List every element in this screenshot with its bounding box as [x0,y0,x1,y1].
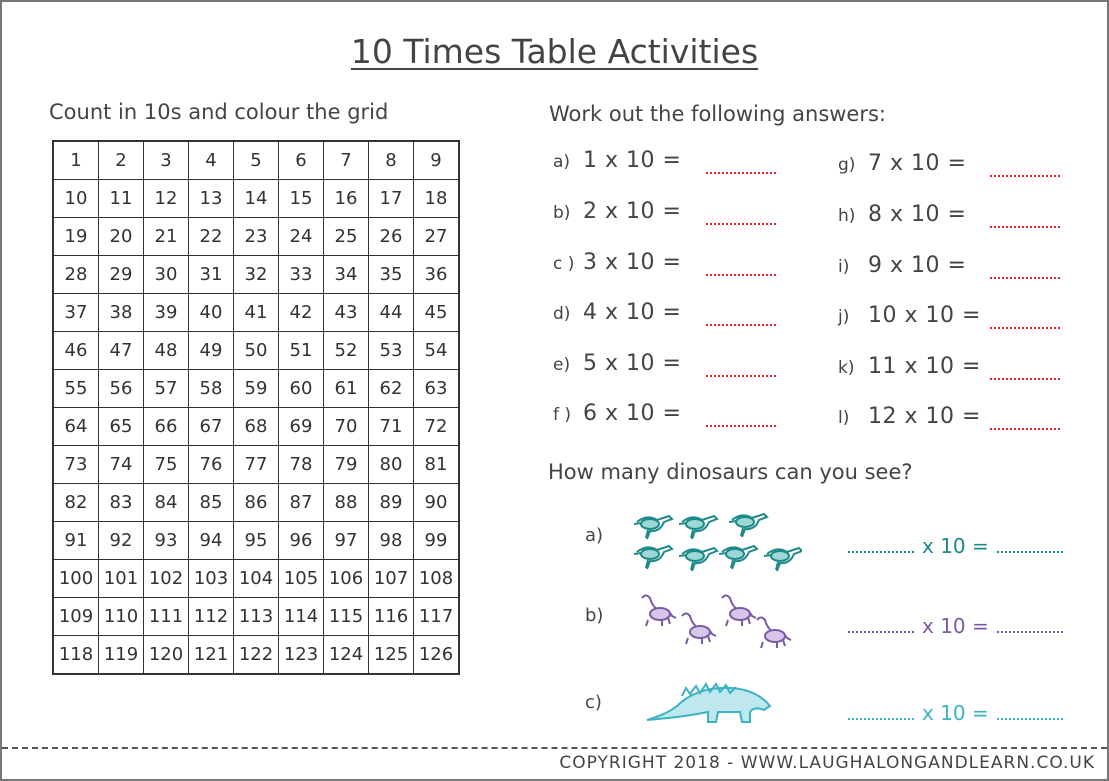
grid-row [53,522,459,560]
grid-cell[interactable]: 82 [53,484,99,522]
grid-cell[interactable]: 29 [99,256,144,294]
dino-row-c-equation: x 10 = [840,701,1071,725]
grid-cell[interactable]: 78 [279,446,324,484]
grid-cell[interactable]: 97 [324,522,369,560]
grid-cell[interactable]: 101 [99,560,144,598]
answer-blank[interactable] [990,175,1060,177]
grid-row [53,370,459,408]
grid-cell[interactable]: 17 [369,180,414,218]
question-expression: 4 x 10 = [583,300,682,325]
answer-blank[interactable] [848,718,914,720]
question-item [838,253,966,278]
answer-blank[interactable] [990,428,1060,430]
grid-cell[interactable]: 21 [144,218,189,256]
grid-cell[interactable]: 43 [324,294,369,332]
grid-cell[interactable]: 81 [414,446,460,484]
grid-row [53,560,459,598]
grid-cell[interactable]: 47 [99,332,144,370]
grid-cell[interactable]: 123 [279,636,324,675]
grid-cell[interactable]: 36 [414,256,460,294]
answer-blank[interactable] [997,631,1063,633]
grid-cell[interactable]: 35 [369,256,414,294]
answer-blank[interactable] [706,274,776,276]
grid-cell[interactable]: 116 [369,598,414,636]
grid-cell[interactable]: 8 [369,141,414,180]
answer-blank[interactable] [848,631,914,633]
question-expression: 11 x 10 = [868,354,981,379]
grid-row [53,218,459,256]
grid-cell[interactable]: 72 [414,408,460,446]
grid-cell[interactable]: 94 [189,522,234,560]
grid-cell[interactable]: 25 [324,218,369,256]
grid-row [53,294,459,332]
question-letter: f ) [553,405,572,425]
grid-cell[interactable]: 11 [99,180,144,218]
grid-cell[interactable]: 56 [99,370,144,408]
grid-row [53,141,459,180]
grid-cell[interactable]: 74 [99,446,144,484]
grid-cell[interactable]: 1 [53,141,99,180]
grid-cell[interactable]: 44 [369,294,414,332]
question-item [553,148,681,173]
question-expression: 1 x 10 = [583,148,682,173]
grid-cell[interactable]: 5 [234,141,279,180]
grid-cell[interactable]: 61 [324,370,369,408]
answer-blank[interactable] [990,327,1060,329]
question-letter: i) [838,257,850,277]
answer-blank[interactable] [990,277,1060,279]
question-letter: b) [553,203,571,223]
question-item [838,354,981,379]
grid-cell[interactable]: 114 [279,598,324,636]
grid-cell[interactable]: 39 [144,294,189,332]
grid-cell[interactable]: 106 [324,560,369,598]
grid-cell[interactable]: 103 [189,560,234,598]
ankylosaur-icon [642,670,782,730]
grid-cell[interactable]: 67 [189,408,234,446]
grid-cell[interactable]: 42 [279,294,324,332]
question-item [838,151,966,176]
grid-cell[interactable]: 48 [144,332,189,370]
grid-cell[interactable]: 122 [234,636,279,675]
grid-cell[interactable]: 117 [414,598,460,636]
grid-cell[interactable]: 31 [189,256,234,294]
grid-cell[interactable]: 20 [99,218,144,256]
grid-cell[interactable]: 124 [324,636,369,675]
grid-cell[interactable]: 7 [324,141,369,180]
grid-cell[interactable]: 45 [414,294,460,332]
grid-row [53,332,459,370]
answer-blank[interactable] [706,223,776,225]
question-item [838,303,981,328]
raptor-icon [632,502,802,572]
answer-blank[interactable] [706,425,776,427]
grid-cell[interactable]: 105 [279,560,324,598]
grid-cell[interactable]: 121 [189,636,234,675]
question-letter: e) [553,355,571,375]
grid-cell[interactable]: 37 [53,294,99,332]
copyright-footer: COPYRIGHT 2018 - WWW.LAUGHALONGANDLEARN.CO.UK [559,753,1095,773]
grid-cell[interactable]: 120 [144,636,189,675]
answer-blank[interactable] [848,551,914,553]
grid-cell[interactable]: 102 [144,560,189,598]
dino-row-c-letter: c) [585,692,602,713]
answer-blank[interactable] [997,551,1063,553]
grid-cell[interactable]: 18 [414,180,460,218]
grid-cell[interactable]: 75 [144,446,189,484]
grid-cell[interactable]: 119 [99,636,144,675]
grid-cell[interactable]: 91 [53,522,99,560]
dino-row-b-equation: x 10 = [840,614,1071,638]
question-expression: 12 x 10 = [868,404,981,429]
answer-blank[interactable] [990,378,1060,380]
dino-row-b-letter: b) [585,605,604,626]
question-letter: d) [553,304,571,324]
grid-cell[interactable]: 84 [144,484,189,522]
grid-cell[interactable]: 73 [53,446,99,484]
grid-row [53,484,459,522]
grid-cell[interactable]: 108 [414,560,460,598]
grid-cell[interactable]: 23 [234,218,279,256]
grid-cell[interactable]: 34 [324,256,369,294]
question-item [553,401,681,426]
question-expression: 10 x 10 = [868,303,981,328]
grid-cell[interactable]: 115 [324,598,369,636]
grid-cell[interactable]: 55 [53,370,99,408]
grid-cell[interactable]: 2 [99,141,144,180]
grid-cell[interactable]: 59 [234,370,279,408]
grid-cell[interactable]: 10 [53,180,99,218]
question-letter: l) [838,408,850,428]
grid-cell[interactable]: 6 [279,141,324,180]
grid-cell[interactable]: 64 [53,408,99,446]
grid-row [53,256,459,294]
answer-blank[interactable] [706,324,776,326]
grid-row [53,180,459,218]
grid-cell[interactable]: 28 [53,256,99,294]
question-item [553,250,681,275]
grid-cell[interactable]: 14 [234,180,279,218]
question-expression: 2 x 10 = [583,199,682,224]
number-grid [52,140,460,675]
grid-cell[interactable]: 77 [234,446,279,484]
grid-cell[interactable]: 46 [53,332,99,370]
grid-cell[interactable]: 100 [53,560,99,598]
grid-cell[interactable]: 4 [189,141,234,180]
grid-cell[interactable]: 15 [279,180,324,218]
grid-cell[interactable]: 40 [189,294,234,332]
grid-cell[interactable]: 54 [414,332,460,370]
grid-cell[interactable]: 118 [53,636,99,675]
grid-row [53,636,459,675]
grid-cell[interactable]: 41 [234,294,279,332]
grid-cell[interactable]: 88 [324,484,369,522]
grid-cell[interactable]: 90 [414,484,460,522]
answer-blank[interactable] [990,226,1060,228]
grid-cell[interactable]: 62 [369,370,414,408]
question-expression: 6 x 10 = [583,401,682,426]
footer-divider [2,747,1107,749]
grid-row [53,598,459,636]
grid-cell[interactable]: 51 [279,332,324,370]
grid-cell[interactable]: 85 [189,484,234,522]
grid-cell[interactable]: 110 [99,598,144,636]
question-letter: g) [838,155,856,175]
grid-cell[interactable]: 33 [279,256,324,294]
grid-cell[interactable]: 58 [189,370,234,408]
question-letter: k) [838,358,855,378]
dino-heading: How many dinosaurs can you see? [548,460,913,484]
grid-cell[interactable]: 125 [369,636,414,675]
page-title: 10 Times Table Activities [350,32,759,71]
grid-cell[interactable]: 107 [369,560,414,598]
question-letter: h) [838,206,856,226]
grid-cell[interactable]: 68 [234,408,279,446]
grid-cell[interactable]: 126 [414,636,460,675]
question-letter: j) [838,307,850,327]
answer-blank[interactable] [706,172,776,174]
dino-row-a-equation: x 10 = [840,534,1071,558]
grid-cell[interactable]: 83 [99,484,144,522]
grid-cell[interactable]: 109 [53,598,99,636]
question-item [838,202,966,227]
question-expression: 9 x 10 = [868,253,967,278]
question-expression: 8 x 10 = [868,202,967,227]
grid-cell[interactable]: 65 [99,408,144,446]
question-expression: 7 x 10 = [868,151,967,176]
grid-row [53,408,459,446]
grid-cell[interactable]: 22 [189,218,234,256]
grid-cell[interactable]: 76 [189,446,234,484]
grid-cell[interactable]: 60 [279,370,324,408]
grid-cell[interactable]: 49 [189,332,234,370]
grid-cell[interactable]: 66 [144,408,189,446]
grid-cell[interactable]: 16 [324,180,369,218]
grid-cell[interactable]: 89 [369,484,414,522]
question-item [838,404,981,429]
grid-cell[interactable]: 79 [324,446,369,484]
grid-cell[interactable]: 27 [414,218,460,256]
question-item [553,351,681,376]
grid-cell[interactable]: 86 [234,484,279,522]
grid-cell[interactable]: 30 [144,256,189,294]
grid-cell[interactable]: 53 [369,332,414,370]
question-expression: 5 x 10 = [583,351,682,376]
grid-cell[interactable]: 32 [234,256,279,294]
grid-cell[interactable]: 24 [279,218,324,256]
grid-cell[interactable]: 13 [189,180,234,218]
grid-cell[interactable]: 98 [369,522,414,560]
grid-cell[interactable]: 9 [414,141,460,180]
grid-cell[interactable]: 93 [144,522,189,560]
grid-cell[interactable]: 99 [414,522,460,560]
answer-blank[interactable] [997,718,1063,720]
question-item [553,300,681,325]
dino-row-a-letter: a) [585,525,604,546]
grid-cell[interactable]: 111 [144,598,189,636]
grid-cell[interactable]: 87 [279,484,324,522]
grid-cell[interactable]: 112 [189,598,234,636]
grid-cell[interactable]: 104 [234,560,279,598]
grid-cell[interactable]: 52 [324,332,369,370]
question-letter: a) [553,152,571,172]
grid-row [53,446,459,484]
grid-cell[interactable]: 71 [369,408,414,446]
grid-cell[interactable]: 113 [234,598,279,636]
grid-heading: Count in 10s and colour the grid [49,100,389,124]
grid-cell[interactable]: 70 [324,408,369,446]
question-expression: 3 x 10 = [583,250,682,275]
grid-cell[interactable]: 57 [144,370,189,408]
answer-blank[interactable] [706,375,776,377]
grid-cell[interactable]: 38 [99,294,144,332]
grid-cell[interactable]: 95 [234,522,279,560]
grid-cell[interactable]: 96 [279,522,324,560]
grid-cell[interactable]: 80 [369,446,414,484]
questions-heading: Work out the following answers: [549,102,887,126]
grid-cell[interactable]: 12 [144,180,189,218]
grid-cell[interactable]: 19 [53,218,99,256]
question-letter: c ) [553,254,575,274]
grid-cell[interactable]: 26 [369,218,414,256]
grid-cell[interactable]: 63 [414,370,460,408]
grid-cell[interactable]: 50 [234,332,279,370]
question-item [553,199,681,224]
grid-cell[interactable]: 92 [99,522,144,560]
sauropod-icon [634,590,804,655]
grid-cell[interactable]: 69 [279,408,324,446]
grid-cell[interactable]: 3 [144,141,189,180]
